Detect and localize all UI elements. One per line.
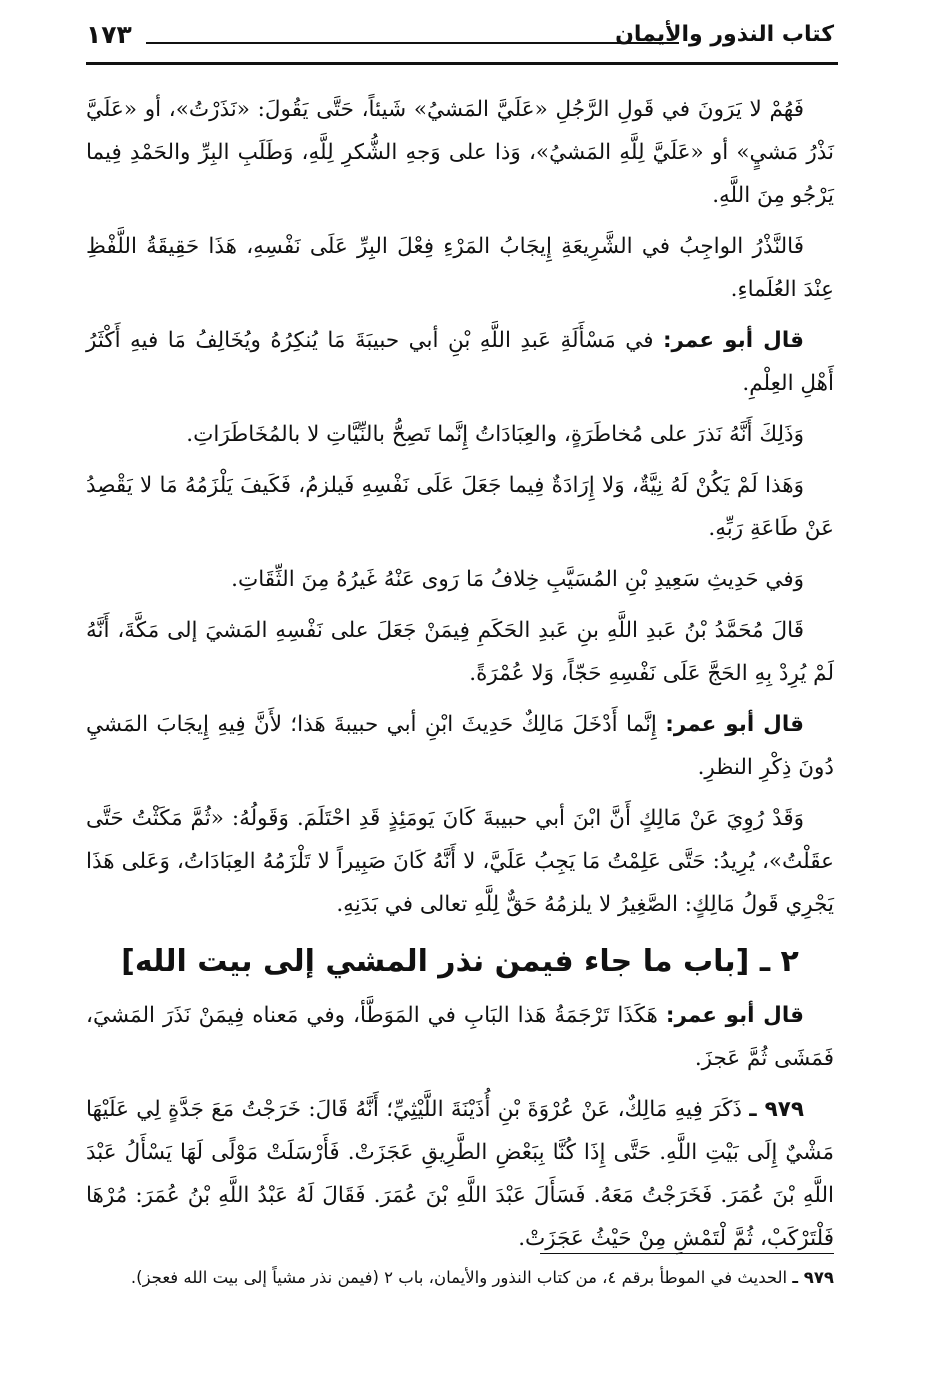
page-number: ١٧٣ [86, 20, 132, 49]
footnote-rule [540, 1253, 834, 1254]
hadith-number: ٩٧٩ ـ [749, 1097, 804, 1122]
paragraph: فَهُمْ لا يَرَونَ في قَولِ الرَّجُلِ «عَلَيَّ المَشيُ» شَيئاً، حَتَّى يَقُولَ: «نَذَرْتُ»، أو «عَلَيَّ نَذْرُ مَشيٍ» أو «عَلَيَّ لِلَّهِ المَشيُ»، وَذا على وَجهِ الشُّكرِ لِلَّهِ، وَطَلَبِ البِرِّ والحَمْدِ فِيما يَرْجُو مِنَ اللَّهِ. [86, 97, 834, 208]
paragraph: قَالَ مُحَمَّدُ بْنُ عَبدِ اللَّهِ بنِ عَبدِ الحَكَمِ فِيمَنْ جَعَلَ على نَفْسِهِ المَشيَ إلى مَكَّةَ، أَنَّهُ لَمْ يُرِدْ بِهِ الحَجَّ عَلَى نَفْسِهِ حَجّاً، وَلا عُمْرَةً. [86, 618, 834, 686]
paragraph: وَقَدْ رُوِيَ عَنْ مَالِكٍ أَنَّ ابْنَ أبي حبيبةَ كَانَ يَومَئِذٍ قَدِ احْتَلَمَ. وَقَولُهُ: «ثُمَّ مَكَثْتُ حَتَّى عقَلْتُ»، يُرِيدُ: حَتَّى عَلِمْتُ مَا يَجِبُ عَلَيَّ، لا أَنَّهُ كَانَ صَبِيراً لا تَلْزَمُهُ العِبَادَاتُ، وَعَلى هَذَا يَجْرِي قَولُ مَالِكٍ: الصَّغِيرُ لا يلزمُهُ حَقٌّ لِلَّهِ تعالى في بَدَنِهِ. [86, 806, 834, 917]
speaker-label: قال أبو عمر: [665, 712, 804, 737]
hadith-paragraph: ٩٧٩ ـ ذَكَرَ فِيهِ مَالِكٌ، عَنْ عُرْوَةَ بْنِ أُذَيْنَةَ اللَّيْثِيِّ؛ أَنَّهُ قَالَ: خَرَجْتُ مَعَ جَدَّةٍ لِي عَلَيْهَا مَشْيٌ إِلَى بَيْتِ اللَّهِ. حَتَّى إِذَا كُنَّا بِبَعْضِ الطَّرِيقِ عَجَزَتْ. فَأَرْسَلَتْ مَوْلًى لَهَا يَسْأَلُ عَبْدَ اللَّهِ بْنَ عُمَرَ. فَخَرَجْتُ مَعَهُ. فَسَأَلَ عَبْدَ اللَّهِ بْنَ عُمَرَ. فَقَالَ لَهُ عَبْدُ اللَّهِ بْنُ عُمَرَ: مُرْهَا فَلْتَرْكَبْ، ثُمَّ لْتَمْشِ مِنْ حَيْثُ عَجَزَتْ. [86, 1097, 834, 1251]
header-rule [86, 62, 838, 65]
paragraph: قال أبو عمر: في مَسْأَلَةِ عَبدِ اللَّهِ بْنِ أبي حبيبَةَ مَا يُنكِرُهُ ويُخَالِفُ مَا فيهِ أَكْثَرُ أَهْلِ العِلْمِ. [86, 328, 834, 396]
footnote-text: الحديث في الموطأ برقم ٤، من كتاب النذور والأيمان، باب ٢ (فيمن نذر مشياً إلى بيت الله فعجز). [130, 1268, 788, 1287]
section-heading: ٢ ـ [باب ما جاء فيمن نذر المشي إلى بيت الله] [121, 944, 799, 979]
paragraph: قال أبو عمر: هَكَذَا تَرْجَمَةُ هَذا البَابِ في المَوَطَّأ، وفي مَعناه فِيمَنْ نَذَرَ المَشيَ، فَمَشَى ثُمَّ عَجزَ. [86, 1003, 834, 1071]
paragraph: فَالنَّذْرُ الواجِبُ في الشَّرِيعَةِ إِيجَابُ المَرْءِ فِعْلَ البِرِّ عَلَى نَفْسِهِ، هَذَا حَقِيقَةُ اللَّفْظِ عِنْدَ العُلَماءِ. [86, 234, 834, 302]
footnote [86, 1262, 834, 1294]
main-text [86, 88, 834, 1268]
paragraph: وَذَلِكَ أَنَّهُ نَذرَ على مُخاطَرَةٍ، والعِبَادَاتُ إِنَّما تَصِحُّ بالنِّيَّاتِ لا بالمُخَاطَرَاتِ. [186, 422, 804, 447]
speaker-label: قال أبو عمر: [662, 328, 804, 353]
speaker-label: قال أبو عمر: [665, 1003, 804, 1028]
paragraph: قال أبو عمر: إِنَّما أَدْخَلَ مَالِكٌ حَدِيثَ ابْنِ أبي حبيبةَ هَذا؛ لأَنَّ فِيهِ إِيجَابَ المَشيِ دُونَ ذِكْرِ النظرِ. [86, 712, 834, 780]
footnote-number: ٩٧٩ ـ [792, 1268, 834, 1287]
running-header [86, 22, 834, 58]
running-title: كتاب النذور والأيمان [615, 22, 834, 47]
paragraph: وَهَذا لَمْ يَكُنْ لَهُ نِيَّةٌ، وَلا إِرَادَةٌ فِيما جَعَلَ عَلَى نَفْسِهِ فَيلزمُ، فَكَيفَ يَلْزَمُهُ مَا لا يَقْصِدُ عَنْ طَاعَةِ رَبِّهِ. [86, 473, 834, 541]
header-dash-line [146, 42, 679, 44]
paragraph: وَفي حَدِيثِ سَعِيدِ بْنِ المُسَيَّبِ خِلافُ مَا رَوى عَنْهُ غَيرُهُ مِنَ الثِّقَاتِ. [231, 567, 804, 592]
